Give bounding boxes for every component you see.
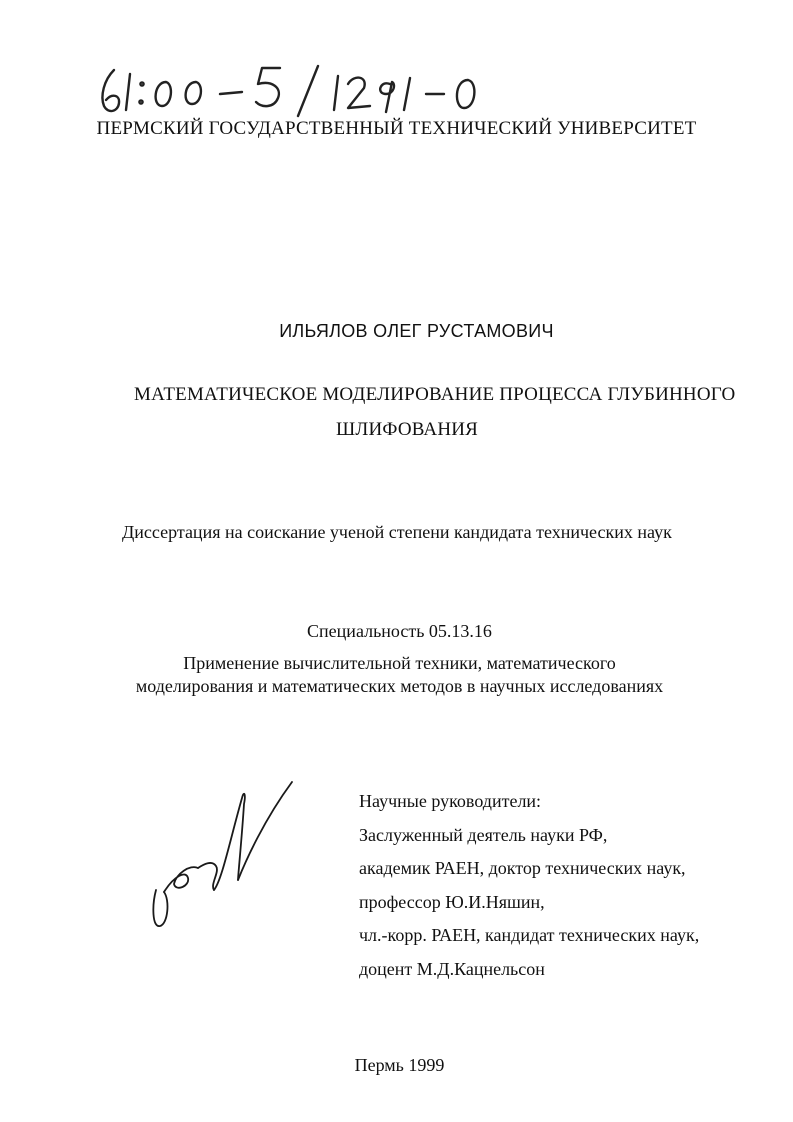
handwritten-archive-code [92,62,492,122]
speciality-field [0,652,793,698]
speciality-field-line-1: Применение вычислительной техники, математического [183,653,616,673]
supervisor-line: доцент М.Д.Кацнельсон [359,958,545,979]
supervisor-line: академик РАЕН, доктор технических наук, [359,858,686,878]
thesis-title-line-1: МАТЕМАТИЧЕСКОЕ МОДЕЛИРОВАНИЕ ПРОЦЕССА ГЛУБИННОГО [134,384,736,405]
signature-drawing [146,780,306,930]
supervisor-line: чл.-корр. РАЕН, кандидат технических наук, [359,925,700,945]
dissertation-type: Диссертация на соискание ученой степени кандидата технических наук [122,522,672,542]
city-year: Пермь 1999 [354,1055,445,1075]
author-name: ИЛЬЯЛОВ ОЛЕГ РУСТАМОВИЧ [279,321,554,341]
supervisor-line: Заслуженный деятель науки РФ, [359,824,608,845]
handwriting-drawing [92,62,492,122]
signature [146,780,306,930]
supervisors-heading: Научные руководители: [359,791,542,811]
university-name: ПЕРМСКИЙ ГОСУДАРСТВЕННЫЙ ТЕХНИЧЕСКИЙ УНИВЕРСИТЕТ [96,118,697,139]
supervisors-block [359,785,699,986]
speciality-field-line-2: моделирования и математических методов в научных исследованиях [135,676,664,696]
supervisor-line: профессор Ю.И.Няшин, [359,891,545,912]
speciality-code: Специальность 05.13.16 [307,621,492,641]
thesis-title-line-2: ШЛИФОВАНИЯ [336,419,479,440]
